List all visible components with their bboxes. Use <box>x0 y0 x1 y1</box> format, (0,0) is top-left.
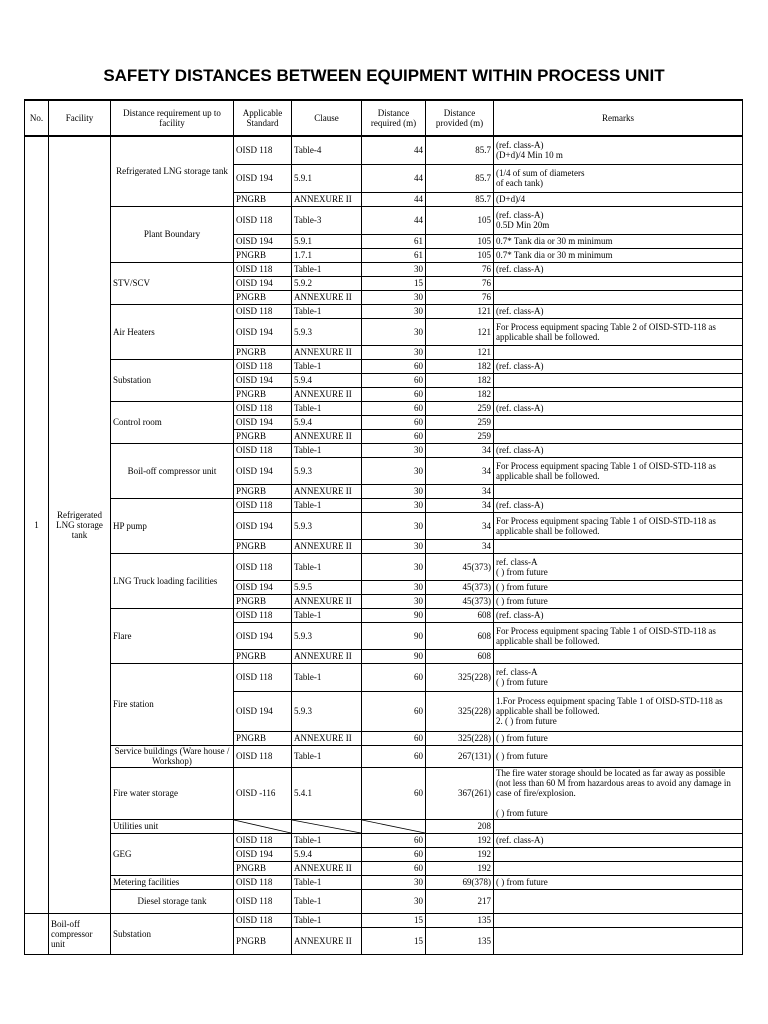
required-cell: 15 <box>362 913 426 927</box>
required-cell: 30 <box>362 594 426 608</box>
required-cell: 60 <box>362 359 426 373</box>
table-row <box>25 745 743 767</box>
required-cell: 60 <box>362 401 426 415</box>
provided-cell: 34 <box>426 457 494 484</box>
table-row <box>25 443 743 457</box>
standard-cell: OISD 194 <box>234 847 292 861</box>
required-cell: 60 <box>362 861 426 875</box>
table-row <box>25 401 743 415</box>
standard-cell: PNGRB <box>234 594 292 608</box>
remarks-cell: ref. class-A ( ) from future <box>494 553 743 580</box>
clause-cell: 5.9.3 <box>292 691 362 731</box>
clause-cell: Table-1 <box>292 745 362 767</box>
provided-cell: 608 <box>426 622 494 649</box>
clause-cell: Table-1 <box>292 359 362 373</box>
remarks-cell: ( ) from future <box>494 875 743 889</box>
table-row <box>25 498 743 512</box>
remarks-cell <box>494 387 743 401</box>
facility-name: Boil-off compressor unit <box>111 443 234 498</box>
required-cell: 30 <box>362 262 426 276</box>
clause-cell: 5.9.1 <box>292 164 362 192</box>
clause-cell: 5.9.4 <box>292 847 362 861</box>
clause-cell: 5.9.3 <box>292 622 362 649</box>
clause-cell: ANNEXURE II <box>292 290 362 304</box>
facility-name: GEG <box>111 833 234 875</box>
provided-cell: 325(228) <box>426 691 494 731</box>
remarks-cell: (ref. class-A) <box>494 359 743 373</box>
standard-cell <box>234 819 292 833</box>
remarks-cell <box>494 889 743 913</box>
provided-cell: 45(373) <box>426 594 494 608</box>
facility-name: Air Heaters <box>111 304 234 359</box>
standard-cell: OISD 118 <box>234 745 292 767</box>
facility-name: LNG Truck loading facilities <box>111 553 234 608</box>
remarks-cell <box>494 484 743 498</box>
provided-cell: 267(131) <box>426 745 494 767</box>
remarks-cell <box>494 415 743 429</box>
remarks-cell: (ref. class-A) (D+d)/4 Min 10 m <box>494 136 743 164</box>
diagonal-strike <box>292 820 361 833</box>
standard-cell: OISD 118 <box>234 206 292 234</box>
required-cell: 15 <box>362 927 426 954</box>
remarks-cell: 1.For Process equipment spacing Table 1 of OISD-STD-118 as applicable shall be followed. 2. ( ) from future <box>494 691 743 731</box>
standard-cell: OISD 194 <box>234 415 292 429</box>
standard-cell: PNGRB <box>234 539 292 553</box>
clause-cell <box>292 819 362 833</box>
remarks-cell: For Process equipment spacing Table 1 of OISD-STD-118 as applicable shall be followed. <box>494 457 743 484</box>
remarks-cell: (ref. class-A) <box>494 498 743 512</box>
clause-cell: 5.9.3 <box>292 457 362 484</box>
standard-cell: OISD 118 <box>234 913 292 927</box>
header-group: Facility <box>49 100 111 136</box>
remarks-cell: (ref. class-A) 0.5D Min 20m <box>494 206 743 234</box>
clause-cell: 5.9.1 <box>292 234 362 248</box>
remarks-cell: ref. class-A ( ) from future <box>494 663 743 691</box>
standard-cell: OISD 118 <box>234 663 292 691</box>
standard-cell: OISD 118 <box>234 359 292 373</box>
header-row <box>25 100 743 136</box>
clause-cell: Table-1 <box>292 833 362 847</box>
remarks-cell: For Process equipment spacing Table 2 of OISD-STD-118 as applicable shall be followed. <box>494 318 743 345</box>
standard-cell: PNGRB <box>234 484 292 498</box>
clause-cell: 5.9.2 <box>292 276 362 290</box>
standard-cell: PNGRB <box>234 649 292 663</box>
table-row <box>25 767 743 819</box>
provided-cell: 192 <box>426 861 494 875</box>
provided-cell: 208 <box>426 819 494 833</box>
provided-cell: 76 <box>426 290 494 304</box>
facility-name: STV/SCV <box>111 262 234 304</box>
clause-cell: 5.9.3 <box>292 318 362 345</box>
required-cell: 60 <box>362 387 426 401</box>
remarks-cell <box>494 345 743 359</box>
remarks-cell: (ref. class-A) <box>494 608 743 622</box>
standard-cell: OISD 118 <box>234 608 292 622</box>
clause-cell: Table-1 <box>292 913 362 927</box>
provided-cell: 135 <box>426 927 494 954</box>
standard-cell: PNGRB <box>234 248 292 262</box>
remarks-cell <box>494 927 743 954</box>
required-cell: 60 <box>362 833 426 847</box>
provided-cell: 121 <box>426 304 494 318</box>
standard-cell: OISD 194 <box>234 622 292 649</box>
required-cell: 90 <box>362 622 426 649</box>
table-row <box>25 359 743 373</box>
remarks-cell: 0.7* Tank dia or 30 m minimum <box>494 234 743 248</box>
clause-cell: ANNEXURE II <box>292 345 362 359</box>
provided-cell: 34 <box>426 539 494 553</box>
standard-cell: PNGRB <box>234 731 292 745</box>
required-cell: 60 <box>362 767 426 819</box>
provided-cell: 192 <box>426 833 494 847</box>
provided-cell: 34 <box>426 443 494 457</box>
provided-cell: 45(373) <box>426 553 494 580</box>
clause-cell: 5.9.5 <box>292 580 362 594</box>
safety-distance-table <box>24 99 743 955</box>
required-cell: 30 <box>362 889 426 913</box>
standard-cell: OISD 194 <box>234 580 292 594</box>
required-cell: 60 <box>362 373 426 387</box>
remarks-cell: For Process equipment spacing Table 1 of OISD-STD-118 as applicable shall be followed. <box>494 622 743 649</box>
header-no: No. <box>25 100 49 136</box>
table-row <box>25 663 743 691</box>
clause-cell: ANNEXURE II <box>292 429 362 443</box>
standard-cell: PNGRB <box>234 345 292 359</box>
required-cell: 90 <box>362 649 426 663</box>
provided-cell: 259 <box>426 401 494 415</box>
header-provided: Distance provided (m) <box>426 100 494 136</box>
facility-name: Substation <box>111 913 234 954</box>
clause-cell: ANNEXURE II <box>292 731 362 745</box>
clause-cell: Table-1 <box>292 608 362 622</box>
remarks-cell <box>494 276 743 290</box>
header-remarks: Remarks <box>494 100 743 136</box>
standard-cell: OISD 194 <box>234 234 292 248</box>
remarks-cell: (ref. class-A) <box>494 833 743 847</box>
provided-cell: 217 <box>426 889 494 913</box>
provided-cell: 105 <box>426 206 494 234</box>
remarks-cell: (ref. class-A) <box>494 304 743 318</box>
remarks-cell: For Process equipment spacing Table 1 of OISD-STD-118 as applicable shall be followed. <box>494 512 743 539</box>
required-cell: 30 <box>362 539 426 553</box>
clause-cell: Table-1 <box>292 553 362 580</box>
provided-cell: 608 <box>426 608 494 622</box>
provided-cell: 259 <box>426 415 494 429</box>
required-cell: 30 <box>362 345 426 359</box>
provided-cell: 45(373) <box>426 580 494 594</box>
required-cell: 61 <box>362 248 426 262</box>
remarks-cell <box>494 847 743 861</box>
clause-cell: 5.9.4 <box>292 415 362 429</box>
standard-cell: OISD 118 <box>234 262 292 276</box>
facility-name: Diesel storage tank <box>111 889 234 913</box>
facility-name: Flare <box>111 608 234 663</box>
header-facility: Distance requirement up to facility <box>111 100 234 136</box>
required-cell: 60 <box>362 847 426 861</box>
table-row <box>25 913 743 927</box>
required-cell: 30 <box>362 443 426 457</box>
table-row <box>25 262 743 276</box>
provided-cell: 182 <box>426 373 494 387</box>
facility-name: HP pump <box>111 498 234 553</box>
required-cell: 30 <box>362 290 426 304</box>
remarks-cell: (ref. class-A) <box>494 443 743 457</box>
remarks-cell <box>494 913 743 927</box>
facility-name: Control room <box>111 401 234 443</box>
standard-cell: PNGRB <box>234 429 292 443</box>
remarks-cell: (D+d)/4 <box>494 192 743 206</box>
required-cell: 90 <box>362 608 426 622</box>
required-cell: 30 <box>362 318 426 345</box>
remarks-cell <box>494 429 743 443</box>
clause-cell: Table-4 <box>292 136 362 164</box>
required-cell <box>362 819 426 833</box>
row-number: 1 <box>25 136 49 913</box>
clause-cell: Table-1 <box>292 889 362 913</box>
facility-name: Fire station <box>111 663 234 745</box>
facility-name: Substation <box>111 359 234 401</box>
standard-cell: PNGRB <box>234 927 292 954</box>
standard-cell: OISD 118 <box>234 401 292 415</box>
provided-cell: 34 <box>426 484 494 498</box>
table-row <box>25 833 743 847</box>
standard-cell: OISD 118 <box>234 498 292 512</box>
remarks-cell: ( ) from future <box>494 731 743 745</box>
clause-cell: Table-1 <box>292 304 362 318</box>
clause-cell: Table-3 <box>292 206 362 234</box>
standard-cell: OISD 118 <box>234 889 292 913</box>
standard-cell: OISD 118 <box>234 443 292 457</box>
standard-cell: PNGRB <box>234 192 292 206</box>
remarks-cell: ( ) from future <box>494 594 743 608</box>
standard-cell: OISD 118 <box>234 875 292 889</box>
provided-cell: 76 <box>426 262 494 276</box>
remarks-cell <box>494 861 743 875</box>
provided-cell: 367(261) <box>426 767 494 819</box>
standard-cell: OISD 194 <box>234 276 292 290</box>
standard-cell: OISD -116 <box>234 767 292 819</box>
remarks-cell: (ref. class-A) <box>494 401 743 415</box>
table-row <box>25 819 743 833</box>
table-row <box>25 206 743 234</box>
table-row <box>25 608 743 622</box>
required-cell: 30 <box>362 512 426 539</box>
provided-cell: 121 <box>426 318 494 345</box>
facility-name: Service buildings (Ware house / Workshop) <box>111 745 234 767</box>
required-cell: 60 <box>362 415 426 429</box>
required-cell: 15 <box>362 276 426 290</box>
clause-cell: 1.7.1 <box>292 248 362 262</box>
standard-cell: OISD 194 <box>234 691 292 731</box>
provided-cell: 105 <box>426 234 494 248</box>
table-row <box>25 553 743 580</box>
standard-cell: OISD 194 <box>234 512 292 539</box>
diagonal-strike <box>362 820 425 833</box>
clause-cell: Table-1 <box>292 663 362 691</box>
standard-cell: OISD 194 <box>234 457 292 484</box>
table-row <box>25 889 743 913</box>
provided-cell: 182 <box>426 359 494 373</box>
clause-cell: Table-1 <box>292 875 362 889</box>
required-cell: 30 <box>362 553 426 580</box>
required-cell: 44 <box>362 164 426 192</box>
clause-cell: 5.9.4 <box>292 373 362 387</box>
remarks-cell <box>494 539 743 553</box>
header-required: Distance required (m) <box>362 100 426 136</box>
clause-cell: ANNEXURE II <box>292 927 362 954</box>
remarks-cell: 0.7* Tank dia or 30 m minimum <box>494 248 743 262</box>
facility-name: Metering facilities <box>111 875 234 889</box>
diagonal-strike <box>234 820 291 833</box>
required-cell: 30 <box>362 875 426 889</box>
provided-cell: 608 <box>426 649 494 663</box>
provided-cell: 85.7 <box>426 164 494 192</box>
provided-cell: 182 <box>426 387 494 401</box>
required-cell: 30 <box>362 498 426 512</box>
remarks-cell <box>494 373 743 387</box>
clause-cell: 5.4.1 <box>292 767 362 819</box>
clause-cell: Table-1 <box>292 262 362 276</box>
standard-cell: OISD 118 <box>234 304 292 318</box>
provided-cell: 135 <box>426 913 494 927</box>
required-cell: 60 <box>362 663 426 691</box>
clause-cell: ANNEXURE II <box>292 387 362 401</box>
standard-cell: OISD 118 <box>234 553 292 580</box>
group-name: Boil-off compressor unit <box>49 913 111 954</box>
standard-cell: OISD 194 <box>234 164 292 192</box>
remarks-cell <box>494 290 743 304</box>
provided-cell: 34 <box>426 512 494 539</box>
remarks-cell: (1/4 of sum of diameters of each tank) <box>494 164 743 192</box>
facility-name: Utilities unit <box>111 819 234 833</box>
provided-cell: 85.7 <box>426 192 494 206</box>
remarks-cell: The fire water storage should be located as far away as possible (not less than 60 M from hazardous areas to avoid any damage in case of fire/explosion. ( ) from future <box>494 767 743 819</box>
provided-cell: 121 <box>426 345 494 359</box>
group-name: Refrigerated LNG storage tank <box>49 136 111 913</box>
clause-cell: Table-1 <box>292 401 362 415</box>
required-cell: 61 <box>362 234 426 248</box>
clause-cell: 5.9.3 <box>292 512 362 539</box>
provided-cell: 76 <box>426 276 494 290</box>
required-cell: 60 <box>362 731 426 745</box>
required-cell: 30 <box>362 580 426 594</box>
provided-cell: 105 <box>426 248 494 262</box>
provided-cell: 34 <box>426 498 494 512</box>
clause-cell: ANNEXURE II <box>292 649 362 663</box>
standard-cell: OISD 118 <box>234 833 292 847</box>
facility-name: Fire water storage <box>111 767 234 819</box>
clause-cell: ANNEXURE II <box>292 594 362 608</box>
provided-cell: 192 <box>426 847 494 861</box>
required-cell: 44 <box>362 136 426 164</box>
standard-cell: PNGRB <box>234 290 292 304</box>
facility-name: Plant Boundary <box>111 206 234 262</box>
standard-cell: OISD 194 <box>234 318 292 345</box>
required-cell: 60 <box>362 691 426 731</box>
remarks-cell <box>494 649 743 663</box>
clause-cell: Table-1 <box>292 498 362 512</box>
required-cell: 44 <box>362 192 426 206</box>
clause-cell: ANNEXURE II <box>292 192 362 206</box>
provided-cell: 325(228) <box>426 663 494 691</box>
remarks-cell: ( ) from future <box>494 580 743 594</box>
standard-cell: OISD 194 <box>234 373 292 387</box>
remarks-cell <box>494 819 743 833</box>
standard-cell: OISD 118 <box>234 136 292 164</box>
page-title: SAFETY DISTANCES BETWEEN EQUIPMENT WITHIN PROCESS UNIT <box>103 66 665 85</box>
table-row <box>25 875 743 889</box>
remarks-cell: (ref. class-A) <box>494 262 743 276</box>
clause-cell: ANNEXURE II <box>292 539 362 553</box>
required-cell: 30 <box>362 457 426 484</box>
provided-cell: 69(378) <box>426 875 494 889</box>
table-body <box>25 136 743 954</box>
clause-cell: Table-1 <box>292 443 362 457</box>
required-cell: 30 <box>362 304 426 318</box>
remarks-cell: ( ) from future <box>494 745 743 767</box>
standard-cell: PNGRB <box>234 387 292 401</box>
required-cell: 44 <box>362 206 426 234</box>
header-clause: Clause <box>292 100 362 136</box>
provided-cell: 259 <box>426 429 494 443</box>
table-row <box>25 304 743 318</box>
header-standard: Applicable Standard <box>234 100 292 136</box>
required-cell: 30 <box>362 484 426 498</box>
required-cell: 60 <box>362 745 426 767</box>
clause-cell: ANNEXURE II <box>292 484 362 498</box>
facility-name: Refrigerated LNG storage tank <box>111 136 234 206</box>
row-number <box>25 913 49 954</box>
provided-cell: 85.7 <box>426 136 494 164</box>
required-cell: 60 <box>362 429 426 443</box>
table-row <box>25 136 743 164</box>
standard-cell: PNGRB <box>234 861 292 875</box>
clause-cell: ANNEXURE II <box>292 861 362 875</box>
provided-cell: 325(228) <box>426 731 494 745</box>
